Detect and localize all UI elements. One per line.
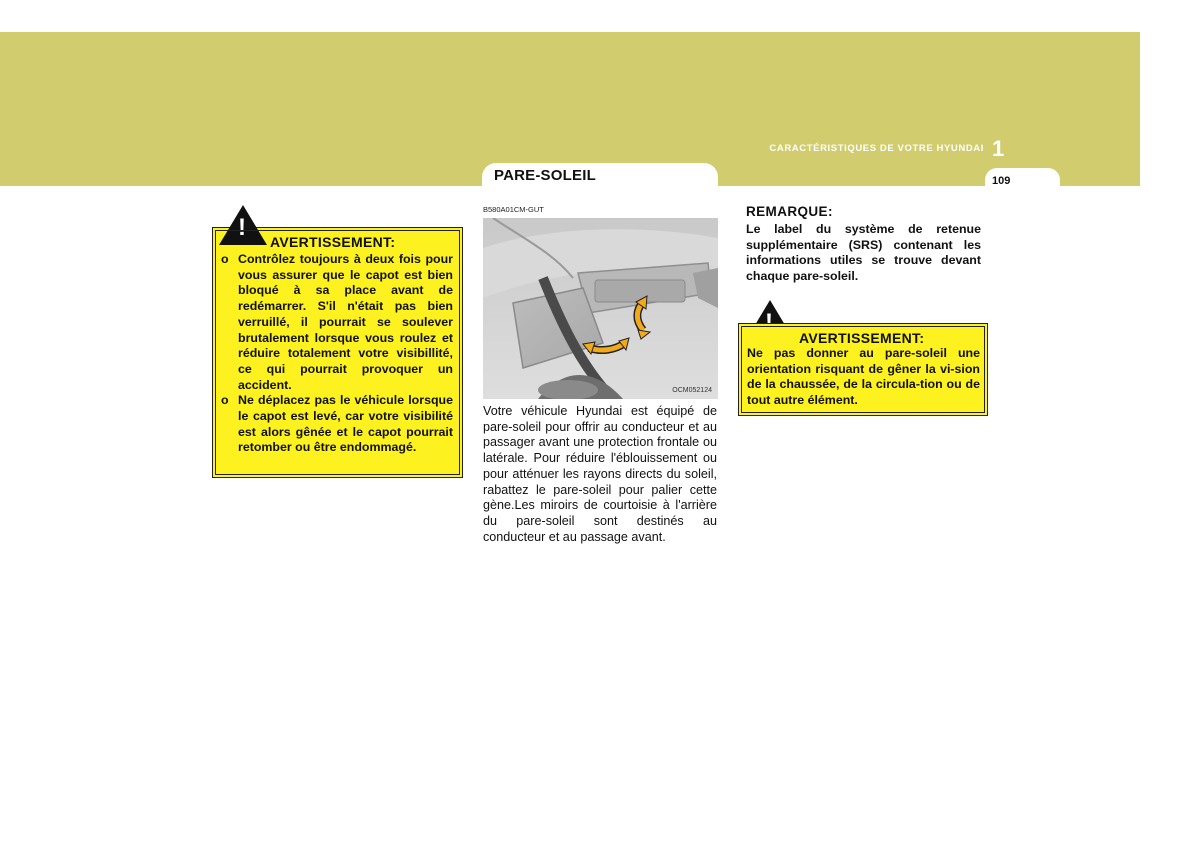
sun-visor-illustration <box>483 218 718 399</box>
page-number: 109 <box>992 175 1011 187</box>
body-paragraph: Votre véhicule Hyundai est équipé de pare-soleil pour offrir au conducteur et au passager avant une protection frontale ou latérale. Pour réduire l'éblouissement ou pour atténuer les rayons directs du soleil, rabattez le pare-soleil pour palier cette gène.Les miroirs de courtoisie à l'arrière du pare-soleil sont destinés au conducteur et au passage avant. <box>483 404 717 544</box>
bullet: o <box>221 393 229 408</box>
warning-text: Ne pas donner au pare-soleil une orientation risquant de gêner la vi-sion de la chaussée, de la circula-tion ou de tout autre élément. <box>747 346 980 408</box>
figure-code: B580A01CM-GUT <box>483 205 544 214</box>
warning-item-text: Ne déplacez pas le véhicule lorsque le capot est levé, car votre visibilité est alors gênée et le capot pourrait retomber ou être endommagé. <box>238 393 453 455</box>
sun-visor-photo <box>483 218 718 399</box>
section-title: PARE-SOLEIL <box>494 167 596 184</box>
note-text: Le label du système de retenue supplémentaire (SRS) contenant les informations utiles se trouve devant chaque pare-soleil. <box>746 222 981 283</box>
warning-box-visor <box>738 323 988 416</box>
warning-list <box>221 252 453 456</box>
chapter-title: CARACTÉRISTIQUES DE VOTRE HYUNDAI <box>769 143 984 154</box>
warning-item <box>221 252 453 393</box>
warning-box-hood <box>212 214 463 478</box>
photo-code: OCM052124 <box>672 387 712 394</box>
warning-item <box>221 393 453 456</box>
note-title: REMARQUE: <box>746 204 833 219</box>
warning-title: AVERTISSEMENT: <box>270 234 396 250</box>
chapter-number: 1 <box>992 136 1005 161</box>
warning-triangle-icon: ! <box>219 205 267 245</box>
warning-item-text: Contrôlez toujours à deux fois pour vous assurer que le capot est bien bloqué à sa place avant de redémarrer. S'il n'était pas bien verruillé, il pourrait se soulever brutalement lorsque vous roulez et réduire totalement votre visibillité, ce qui pourrait provoquer un accident. <box>238 252 453 392</box>
bullet: o <box>221 252 229 266</box>
warning-title: AVERTISSEMENT: <box>799 330 925 346</box>
